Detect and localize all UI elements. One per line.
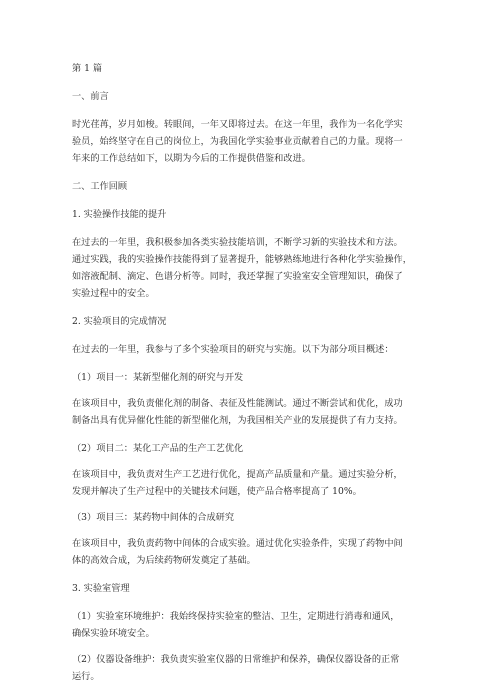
text-line: 如溶液配制、滴定、色谱分析等。同时，我还掌握了实验室安全管理知识，确保了	[72, 271, 403, 282]
text-line: 通过实践，我的实验操作技能得到了显著提升，能够熟练地进行各种化学实验操作，	[72, 254, 412, 265]
text-line: 体的高效合成，为后续药物研发奠定了基础。	[72, 555, 256, 566]
project-intro: 在过去的一年里，我参与了多个实验项目的研究与实施。以下为部分项目概述：	[72, 344, 394, 355]
project2-paragraph	[72, 466, 430, 500]
text-line: 制备出具有优异催化性能的新型催化剂，为我国相关产业的发展提供了有力支持。	[72, 415, 403, 426]
text-line: 确保实验环境安全。	[72, 628, 155, 639]
text-line: 在该项目中，我负责催化剂的制备、表征及性能测试。通过不断尝试和优化，成功	[72, 398, 403, 409]
lab-equipment-paragraph	[72, 651, 430, 685]
intro-heading: 一、前言	[72, 91, 109, 102]
lab-heading: 3. 实验室管理	[72, 583, 130, 594]
text-line: 年来的工作总结如下，以期为今后的工作提供借鉴和改进。	[72, 153, 311, 164]
text-line: 时光荏苒，岁月如梭。转眼间，一年又即将过去。在这一年里，我作为一名化学实	[72, 119, 403, 130]
project2-title: （2）项目二：某化工产品的生产工艺优化	[72, 443, 244, 454]
lab-environment-paragraph	[72, 608, 430, 642]
text-line: 运行。	[72, 671, 100, 682]
text-line: 在该项目中，我负责药物中间体的合成实验。通过优化实验条件，实现了药物中间	[72, 538, 403, 549]
intro-paragraph	[72, 116, 430, 167]
chapter-title: 第 1 篇	[72, 63, 103, 74]
project3-title: （3）项目三：某药物中间体的合成研究	[72, 512, 235, 523]
text-line: 在该项目中，我负责对生产工艺进行优化，提高产品质量和产量。通过实验分析，	[72, 469, 403, 480]
text-line: 发现并解决了生产过程中的关键技术问题，使产品合格率提高了 10%。	[72, 486, 362, 497]
text-line: （1）实验室环境维护：我始终保持实验室的整洁、卫生，定期进行消毒和通风，	[72, 611, 400, 622]
project1-paragraph	[72, 395, 430, 429]
project-heading: 2. 实验项目的完成情况	[72, 316, 167, 327]
text-line: 验员，始终坚守在自己的岗位上，为我国化学实验事业贡献着自己的力量。现将一	[72, 136, 403, 147]
skill-paragraph	[72, 234, 430, 302]
review-heading: 二、工作回顾	[72, 181, 128, 192]
skill-heading: 1. 实验操作技能的提升	[72, 209, 167, 220]
project1-title: （1）项目一：某新型催化剂的研究与开发	[72, 372, 244, 383]
text-line: （2）仪器设备维护：我负责实验室仪器的日常维护和保养，确保仪器设备的正常	[72, 654, 400, 665]
project3-paragraph	[72, 535, 430, 569]
text-line: 实验过程中的安全。	[72, 288, 155, 299]
text-line: 在过去的一年里，我积极参加各类实验技能培训，不断学习新的实验技术和方法。	[72, 237, 403, 248]
